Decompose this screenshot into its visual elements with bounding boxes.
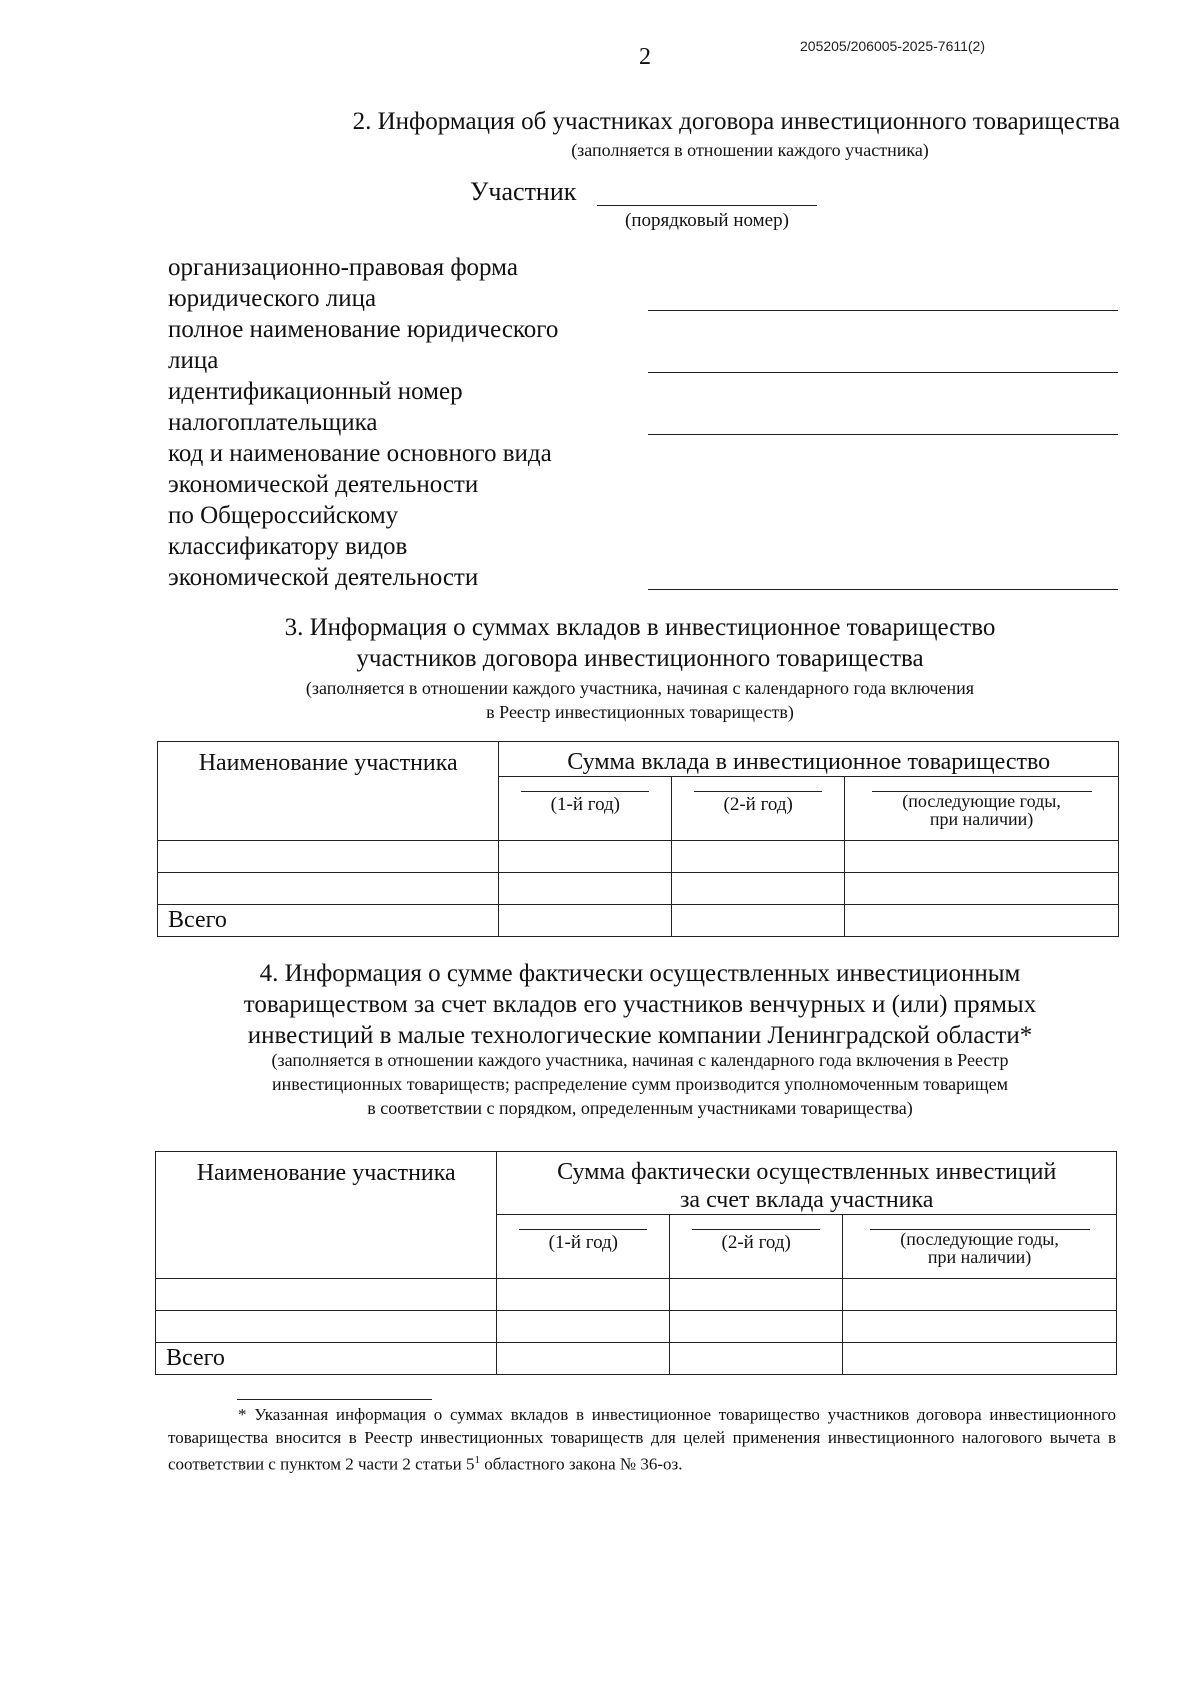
participant-number-note: (порядковый номер) — [625, 210, 789, 231]
field-inn-input[interactable] — [648, 434, 1118, 435]
table-total-row — [156, 1343, 1117, 1375]
field-full-name-label: полное наименование юридического лица — [168, 316, 559, 374]
footnote-separator — [237, 1399, 432, 1400]
page-number: 2 — [639, 44, 651, 70]
table-row — [156, 1279, 1117, 1311]
column-year1: (1-й год) — [497, 1215, 670, 1279]
table-cell[interactable] — [158, 873, 499, 905]
table-row — [158, 873, 1119, 905]
table-cell[interactable] — [499, 873, 672, 905]
table-cell[interactable] — [156, 1311, 497, 1343]
column-later-years: (последующие годы, при наличии) — [843, 1215, 1117, 1279]
table-cell[interactable] — [497, 1279, 670, 1311]
section3-title: 3. Информация о суммах вкладов в инвестиционное товарищество участников договора инвестиционного товарищества — [284, 614, 996, 672]
section4-note: (заполняется в отношении каждого участника, начиная с календарного года включения в Реестр инвестиционных товариществ; распределение сумм производится уполномоченным товарищем в соответствии с порядком, определенным участниками товарищества) — [271, 1050, 1009, 1118]
table-cell[interactable] — [672, 873, 845, 905]
column-header-investments: Сумма фактически осуществленных инвестиций за счет вклада участника — [497, 1152, 1117, 1215]
table-cell[interactable] — [845, 873, 1119, 905]
table-cell[interactable] — [499, 905, 672, 937]
field-okved-label: код и наименование основного вида экономической деятельности по Общероссийскому классификатору видов экономической деятельности — [168, 440, 552, 591]
footnote-superscript: 1 — [474, 1454, 480, 1466]
participant-number-field[interactable] — [597, 205, 817, 206]
year2-blank[interactable] — [694, 791, 822, 792]
table-cell[interactable] — [843, 1343, 1117, 1375]
table-cell[interactable] — [670, 1279, 843, 1311]
column-later-years: (последующие годы, при наличии) — [845, 777, 1119, 841]
table-cell[interactable] — [845, 905, 1119, 937]
field-legal-form-input[interactable] — [648, 310, 1118, 311]
table-row — [156, 1311, 1117, 1343]
field-legal-form-label: организационно-правовая форма юридического лица — [168, 254, 518, 312]
field-inn-label: идентификационный номер налогоплательщика — [168, 378, 463, 436]
participant-label: Участник — [470, 177, 577, 206]
contributions-table — [157, 741, 1119, 937]
column-year2: (2-й год) — [670, 1215, 843, 1279]
total-label: Всего — [156, 1343, 497, 1375]
table-cell[interactable] — [843, 1279, 1117, 1311]
field-okved-input[interactable] — [648, 589, 1118, 590]
column-header-participant: Наименование участника — [158, 742, 499, 841]
table-row — [158, 841, 1119, 873]
investments-table — [155, 1151, 1117, 1375]
column-header-participant: Наименование участника — [156, 1152, 497, 1279]
table-cell[interactable] — [158, 841, 499, 873]
table-cell[interactable] — [843, 1311, 1117, 1343]
section3-note: (заполняется в отношении каждого участника, начиная с календарного года включения в Реестр инвестиционных товариществ) — [305, 678, 975, 722]
table-cell[interactable] — [497, 1311, 670, 1343]
document-id: 205205/206005-2025-7611(2) — [800, 38, 986, 54]
table-cell[interactable] — [670, 1311, 843, 1343]
section2-title: 2. Информация об участниках договора инвестиционного товарищества — [352, 108, 1120, 135]
table-cell[interactable] — [672, 841, 845, 873]
table-cell[interactable] — [499, 841, 672, 873]
column-year2: (2-й год) — [672, 777, 845, 841]
footnote: * Указанная информация о суммах вкладов в инвестиционное товарищество участников договора инвестиционного товарищества вносится в Реестр инвестиционных товариществ для целей применения инвестиционного налогового вычета в соответствии с пунктом 2 части 2 статьи $5^1$ областного закона № 36-оз. — [168, 1405, 1116, 1474]
total-label: Всего — [158, 905, 499, 937]
table-cell[interactable] — [497, 1343, 670, 1375]
table-total-row — [158, 905, 1119, 937]
table-cell[interactable] — [156, 1279, 497, 1311]
year1-blank[interactable] — [521, 791, 649, 792]
year2-blank[interactable] — [692, 1229, 820, 1230]
column-year1: (1-й год) — [499, 777, 672, 841]
table-cell[interactable] — [672, 905, 845, 937]
section4-title: 4. Информация о сумме фактически осуществленных инвестиционным товариществом за счет вкладов его участников венчурных и (или) прямых инвестиций в малые технологические компании Ленинградской области* — [243, 960, 1037, 1049]
table-cell[interactable] — [845, 841, 1119, 873]
year1-blank[interactable] — [519, 1229, 647, 1230]
table-cell[interactable] — [670, 1343, 843, 1375]
field-full-name-input[interactable] — [648, 372, 1118, 373]
section2-note: (заполняется в отношении каждого участника) — [571, 140, 929, 160]
column-header-contribution: Сумма вклада в инвестиционное товарищество — [499, 742, 1119, 777]
